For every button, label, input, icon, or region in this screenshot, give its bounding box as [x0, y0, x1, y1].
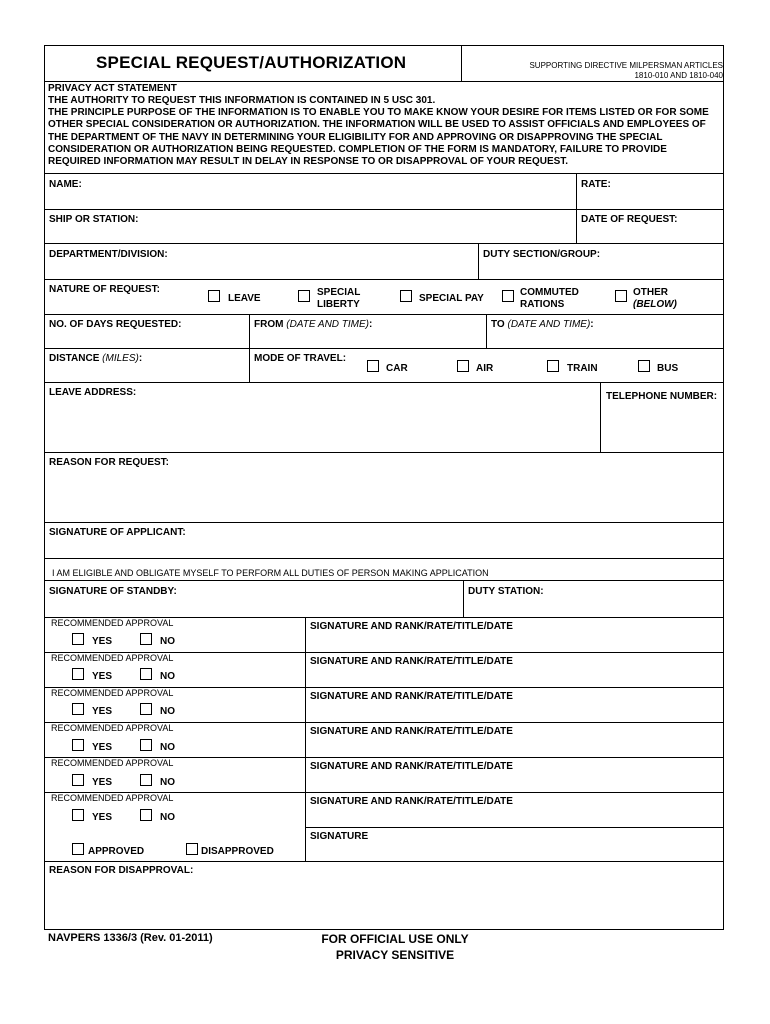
from-hint: (DATE AND TIME)	[286, 319, 370, 330]
approval-5-yes-checkbox[interactable]	[72, 774, 84, 786]
telephone-number-field[interactable]	[601, 405, 723, 451]
bus-checkbox[interactable]	[638, 360, 650, 372]
from-label: FROM (DATE AND TIME):	[254, 319, 373, 330]
bus-label: BUS	[657, 363, 679, 374]
duty-station-label: DUTY STATION:	[468, 586, 544, 597]
special-pay-label: SPECIAL PAY	[419, 293, 484, 304]
approval-3-no-checkbox[interactable]	[140, 703, 152, 715]
distance-label-text: DISTANCE	[49, 353, 100, 364]
approval-2-signature-label: SIGNATURE AND RANK/RATE/TITLE/DATE	[310, 656, 513, 667]
approval-3-yes-checkbox[interactable]	[72, 703, 84, 715]
approval-4-signature-field[interactable]	[306, 739, 723, 756]
privacy-statement: THE AUTHORITY TO REQUEST THIS INFORMATION IS CONTAINED IN 5 USC 301. THE PRINCIPLE PURPOSE OF THE INFORMATION IS TO ENABLE YOU TO MAKE KNOW YOUR DESIRE FOR ITEMS LISTED OR FOR SOME OTHER SPECIAL CONSIDERATION OR AUTHORIZATION. THE INFORMATION WILL BE USED TO ASSIST OFFICIALS AND EMPLOYEES OF THE DEPARTMENT OF THE NAVY IN DETERMINING YOUR ELIGIBILITY FOR AND APPROVING OR DISAPPROVING THE SPECIAL CONSIDERATION OR AUTHORIZATION BEING REQUESTED. COMPLETION OF THE FORM IS MANDATORY, FAILURE TO PROVIDE REQUIRED INFORMATION MAY RESULT IN DELAY IN RESPONSE TO OR DISAPPROVAL OF YOUR REQUEST.	[48, 95, 709, 168]
mode-of-travel-label: MODE OF TRAVEL:	[254, 353, 347, 364]
recommended-approval-label-6: RECOMMENDED APPROVAL	[51, 793, 174, 803]
final-signature-label: SIGNATURE	[310, 831, 369, 842]
row-line-disapproval	[44, 861, 724, 862]
air-checkbox[interactable]	[457, 360, 469, 372]
approval-3-yes-label: YES	[92, 706, 113, 717]
header-bottom-line	[44, 81, 724, 82]
footer-notice	[290, 931, 500, 963]
disapproved-checkbox[interactable]	[186, 843, 198, 855]
leave-address-field[interactable]	[44, 400, 599, 451]
official-use-notice: FOR OFFICIAL USE ONLY	[321, 932, 469, 946]
rate-field[interactable]	[577, 174, 723, 208]
row-line-standby-statement	[44, 558, 724, 559]
approval-5-signature-field[interactable]	[306, 774, 723, 791]
approval-2-yes-checkbox[interactable]	[72, 668, 84, 680]
from-field[interactable]	[250, 315, 485, 347]
approval-3-no-label: NO	[160, 706, 175, 717]
approval-1-no-checkbox[interactable]	[140, 633, 152, 645]
special-liberty-label-line2: LIBERTY	[317, 299, 360, 310]
duty-station-field[interactable]	[464, 598, 723, 616]
form-number: NAVPERS 1336/3 (Rev. 01-2011)	[48, 932, 213, 944]
leave-checkbox[interactable]	[208, 290, 220, 302]
row-line-approval-6	[305, 827, 724, 828]
other-label-line1: OTHER	[633, 287, 668, 298]
rate-label: RATE:	[581, 179, 611, 190]
distance-hint: (MILES)	[102, 353, 139, 364]
row-line-standby	[44, 580, 724, 581]
approval-3-signature-label: SIGNATURE AND RANK/RATE/TITLE/DATE	[310, 691, 513, 702]
commuted-rations-label-line2: RATIONS	[520, 299, 565, 310]
ship-or-station-field[interactable]	[44, 210, 575, 242]
duty-section-group-label: DUTY SECTION/GROUP:	[483, 249, 601, 260]
approval-5-no-checkbox[interactable]	[140, 774, 152, 786]
approval-1-yes-checkbox[interactable]	[72, 633, 84, 645]
train-checkbox[interactable]	[547, 360, 559, 372]
approved-checkbox[interactable]	[72, 843, 84, 855]
department-division-label: DEPARTMENT/DIVISION:	[49, 249, 168, 260]
final-signature-field[interactable]	[306, 844, 723, 860]
approval-2-no-checkbox[interactable]	[140, 668, 152, 680]
no-of-days-label: NO. OF DAYS REQUESTED:	[49, 319, 182, 330]
nature-of-request-label: NATURE OF REQUEST:	[49, 284, 160, 295]
distance-field[interactable]	[44, 349, 248, 381]
approval-4-signature-label: SIGNATURE AND RANK/RATE/TITLE/DATE	[310, 726, 513, 737]
special-pay-checkbox[interactable]	[400, 290, 412, 302]
row-line-leave-address	[44, 382, 724, 383]
signature-of-applicant-field[interactable]	[44, 540, 723, 557]
reason-for-disapproval-field[interactable]	[44, 878, 723, 929]
signature-of-standby-field[interactable]	[44, 598, 462, 616]
date-of-request-field[interactable]	[577, 210, 723, 242]
row-line-applicant	[44, 522, 724, 523]
approval-6-signature-label: SIGNATURE AND RANK/RATE/TITLE/DATE	[310, 796, 513, 807]
no-of-days-field[interactable]	[44, 315, 248, 347]
approval-6-yes-label: YES	[92, 812, 113, 823]
approved-label: APPROVED	[88, 846, 145, 857]
directive-line-1: SUPPORTING DIRECTIVE MILPERSMAN ARTICLES	[529, 61, 723, 70]
recommended-approval-label-3: RECOMMENDED APPROVAL	[51, 688, 174, 698]
reason-for-request-label: REASON FOR REQUEST:	[49, 457, 170, 468]
approval-1-signature-field[interactable]	[306, 634, 723, 651]
signature-of-applicant-label: SIGNATURE OF APPLICANT:	[49, 527, 186, 538]
approval-4-yes-checkbox[interactable]	[72, 739, 84, 751]
row-line-nature	[44, 279, 724, 280]
commuted-rations-checkbox[interactable]	[502, 290, 514, 302]
approval-1-signature-label: SIGNATURE AND RANK/RATE/TITLE/DATE	[310, 621, 513, 632]
from-label-text: FROM	[254, 319, 284, 330]
approval-4-yes-label: YES	[92, 742, 113, 753]
special-liberty-label-line1: SPECIAL	[317, 287, 361, 298]
to-field[interactable]	[487, 315, 723, 347]
approval-6-no-label: NO	[160, 812, 175, 823]
department-division-field[interactable]	[44, 244, 477, 278]
approval-5-no-label: NO	[160, 777, 175, 788]
approval-1-yes-label: YES	[92, 636, 113, 647]
standby-statement: I AM ELIGIBLE AND OBLIGATE MYSELF TO PERFORM ALL DUTIES OF PERSON MAKING APPLICATION	[52, 568, 489, 578]
approval-3-signature-field[interactable]	[306, 704, 723, 721]
other-label-line2: (BELOW)	[633, 299, 677, 310]
signature-of-standby-label: SIGNATURE OF STANDBY:	[49, 586, 177, 597]
approval-5-signature-label: SIGNATURE AND RANK/RATE/TITLE/DATE	[310, 761, 513, 772]
special-liberty-checkbox[interactable]	[298, 290, 310, 302]
to-label-text: TO	[491, 319, 505, 330]
approval-4-no-label: NO	[160, 742, 175, 753]
car-checkbox[interactable]	[367, 360, 379, 372]
recommended-approval-label-5: RECOMMENDED APPROVAL	[51, 758, 174, 768]
form-title: SPECIAL REQUEST/AUTHORIZATION	[96, 53, 407, 72]
approval-2-signature-field[interactable]	[306, 669, 723, 686]
approval-2-yes-label: YES	[92, 671, 113, 682]
approval-4-no-checkbox[interactable]	[140, 739, 152, 751]
telephone-number-label: TELEPHONE NUMBER:	[606, 391, 718, 402]
name-label: NAME:	[49, 179, 82, 190]
recommended-approval-label-4: RECOMMENDED APPROVAL	[51, 723, 174, 733]
approval-1-no-label: NO	[160, 636, 175, 647]
to-hint: (DATE AND TIME)	[507, 319, 591, 330]
privacy-heading: PRIVACY ACT STATEMENT	[48, 83, 177, 94]
other-checkbox[interactable]	[615, 290, 627, 302]
approval-6-signature-field[interactable]	[306, 809, 723, 826]
car-label: CAR	[386, 363, 408, 374]
name-field[interactable]	[44, 174, 575, 208]
reason-for-disapproval-label: REASON FOR DISAPPROVAL:	[49, 865, 194, 876]
train-label: TRAIN	[567, 363, 598, 374]
air-label: AIR	[476, 363, 494, 374]
distance-label: DISTANCE (MILES):	[49, 353, 143, 364]
approval-6-yes-checkbox[interactable]	[72, 809, 84, 821]
ship-or-station-label: SHIP OR STATION:	[49, 214, 139, 225]
recommended-approval-label-2: RECOMMENDED APPROVAL	[51, 653, 174, 663]
privacy-sensitive-notice: PRIVACY SENSITIVE	[335, 948, 455, 962]
reason-for-request-field[interactable]	[44, 470, 723, 521]
leave-option-label: LEAVE	[228, 293, 261, 304]
to-label: TO (DATE AND TIME):	[491, 319, 594, 330]
commuted-rations-label-line1: COMMUTED	[520, 287, 579, 298]
approval-2-no-label: NO	[160, 671, 175, 682]
date-of-request-label: DATE OF REQUEST:	[581, 214, 678, 225]
duty-section-group-field[interactable]	[479, 244, 723, 278]
directive-line-2: 1810-010 AND 1810-040	[634, 71, 723, 80]
leave-address-label: LEAVE ADDRESS:	[49, 387, 137, 398]
approval-6-no-checkbox[interactable]	[140, 809, 152, 821]
recommended-approval-label-1: RECOMMENDED APPROVAL	[51, 618, 174, 628]
row-line-reason	[44, 452, 724, 453]
approval-5-yes-label: YES	[92, 777, 113, 788]
disapproved-label: DISAPPROVED	[201, 846, 274, 857]
